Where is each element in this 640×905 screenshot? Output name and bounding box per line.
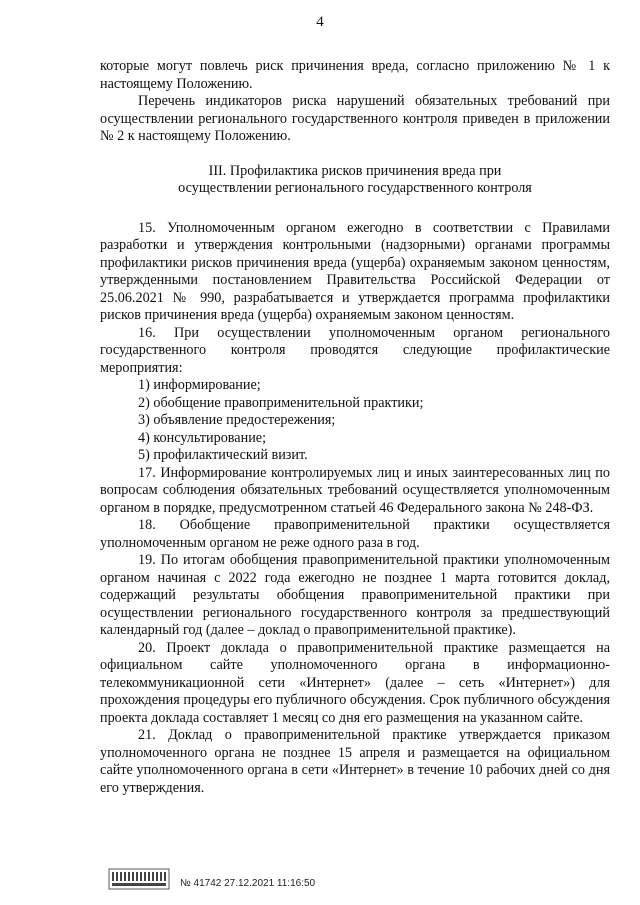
section-heading-line-1: III. Профилактика рисков причинения вреда при xyxy=(208,162,502,179)
section-heading-line-2: осуществлении регионального государственного контроля xyxy=(178,180,532,196)
paragraph-continuation: которые могут повлечь риск причинения вреда, согласно приложению № 1 к настоящему Положению. xyxy=(100,58,610,92)
document-footer xyxy=(108,866,315,890)
paragraph-15: 15. Уполномоченным органом ежегодно в соответствии с Правилами разработки и утверждения контрольными (надзорными) органами программы профилактики рисков причинения вреда (ущерба) охраняемым законом ценностям, утвержденными постановлением Правительства Российской Федерации от 25.06.2021 № 990, разрабатывается и утверждается программа профилактики рисков причинения вреда (ущерба) охраняемым законом ценностям. xyxy=(100,219,610,323)
document-registry-stamp-icon xyxy=(108,868,170,890)
registration-number-and-timestamp: № 41742 27.12.2021 11:16:50 xyxy=(180,878,316,889)
paragraph-indicators: Перечень индикаторов риска нарушений обязательных требований при осуществлении регионального государственного контроля приведен в приложении № 2 к настоящему Положению. xyxy=(100,93,610,144)
paragraph-18: 18. Обобщение правоприменительной практики осуществляется уполномоченным органом не реже одного раза в год. xyxy=(100,517,610,551)
section-heading xyxy=(100,163,610,198)
paragraph-19: 19. По итогам обобщения правоприменительной практики уполномоченным органом начиная с 2022 года ежегодно не позднее 1 марта готовится доклад, содержащий результаты обобщения правоприменительной практики при осуществлении регионального государственного контроля за предшествующий календарный год (далее – доклад о правоприменительной практике). xyxy=(100,552,610,638)
list-item: 4) консультирование; xyxy=(138,429,267,446)
paragraph-21: 21. Доклад о правоприменительной практике утверждается приказом уполномоченного органа не позднее 15 апреля и размещается на официальном сайте уполномоченного органа в сети «Интернет» в течение 10 рабочих дней со дня его утверждения. xyxy=(100,727,610,796)
paragraph-17: 17. Информирование контролируемых лиц и иных заинтересованных лиц по вопросам соблюдения обязательных требований осуществляется уполномоченным органом в порядке, предусмотренном статьей 46 Федерального закона № 248-ФЗ. xyxy=(100,464,610,516)
paragraph-16: 16. При осуществлении уполномоченным органом регионального государственного контроля проводятся следующие профилактические мероприятия: xyxy=(100,324,610,376)
page-number: 4 xyxy=(316,14,324,30)
list-item: 5) профилактический визит. xyxy=(138,447,308,463)
list-item: 2) обобщение правоприменительной практики; xyxy=(138,394,424,411)
list-item: 1) информирование; xyxy=(138,377,261,393)
list-item: 3) объявление предостережения; xyxy=(138,412,336,428)
paragraph-20: 20. Проект доклада о правоприменительной практике размещается на официальном сайте уполномоченного органа в информационно-телекоммуникационной сети «Интернет» (далее – сеть «Интернет») для прохождения процедуры его публичного обсуждения. Срок публичного обсуждения проекта доклада составляет 1 месяц со дня его размещения на указанном сайте. xyxy=(100,639,610,726)
document-body xyxy=(100,58,610,797)
